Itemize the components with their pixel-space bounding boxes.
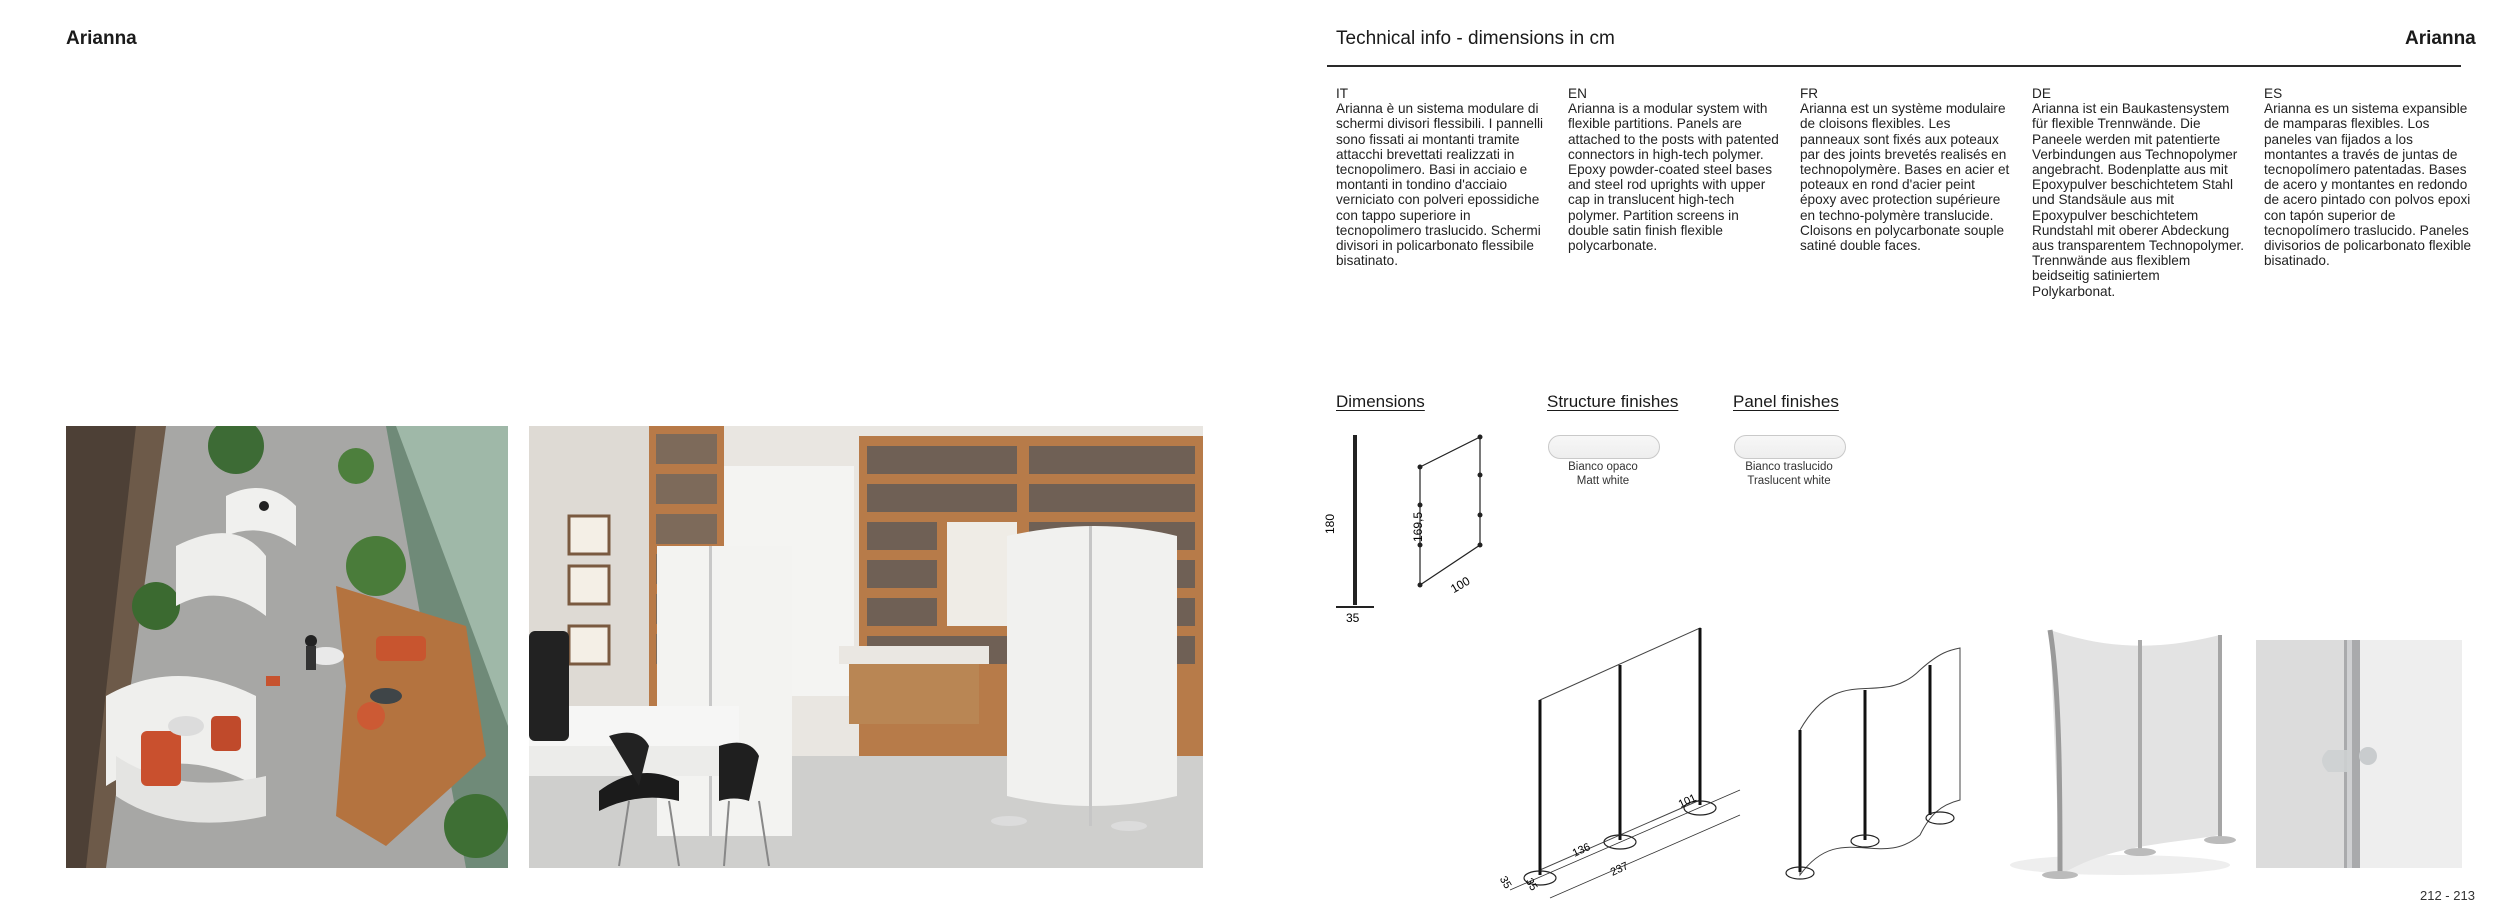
description-column-it	[1336, 86, 1549, 268]
structure-finishes-heading: Structure finishes	[1547, 392, 1679, 411]
total-label: 237	[1608, 860, 1631, 879]
module-label: 101	[1676, 792, 1699, 811]
description-text: Arianna is a modular system with flexible partitions. Panels are attached to the posts with patented connectors in high-tech polymer. Epoxy powder-coated steel bases and steel rod uprights with upper cap in translucent high-tech polymer. Partition screens in double satin finish flexible polycarbonate.	[1568, 101, 1779, 254]
study-office-photo	[529, 426, 1203, 868]
finish-name-en: Matt white	[1576, 475, 1630, 487]
language-code: FR	[1800, 86, 1819, 101]
language-code: IT	[1336, 86, 1349, 101]
panel-finish-label	[1714, 460, 1864, 488]
structure-finish-label	[1528, 460, 1678, 488]
base-width-label: 35	[1346, 611, 1360, 625]
description-column-fr	[1800, 86, 2013, 253]
curved-assembly-drawing	[1780, 640, 1980, 880]
panel-width-label: 100	[1448, 573, 1473, 596]
dimension-drawing	[1320, 425, 1500, 625]
language-code: DE	[2032, 86, 2051, 101]
page-numbers: 212 - 213	[2420, 888, 2475, 903]
description-text: Arianna è un sistema modulare di schermi divisori flessibili. I pannelli sono fissati ai montanti tramite attacchi brevettati realizzati in tecnopolimero. Basi in acciaio e montanti in tondino d'acciaio verniciato con polveri epossidiche con tappo superiore in tecnopolimero traslucido. Schermi divisori in policarbonato flessibile bisatinato.	[1336, 101, 1543, 269]
finish-name-it: Bianco traslucido	[1745, 461, 1833, 473]
left-brand-title: Arianna	[66, 28, 137, 49]
description-column-es	[2264, 86, 2477, 268]
header-divider	[1327, 65, 2461, 67]
panel-finish-swatch	[1734, 435, 1846, 459]
language-code: EN	[1568, 86, 1587, 101]
description-text: Arianna est un système modulaire de cloisons flexibles. Les panneaux sont fixés aux poteaux par des joints brevetés realisés en technopolymère. Bases en acier et poteaux en rond d'acier peint époxy avec protection supérieure en techno-polymère translucide. Cloisons en polycarbonate souple satiné double faces.	[1800, 101, 2010, 254]
language-code: ES	[2264, 86, 2283, 101]
depth-b-label: 35	[1522, 876, 1540, 893]
dimensions-heading: Dimensions	[1336, 392, 1425, 411]
straight-assembly-drawing	[1490, 620, 1760, 900]
curved-partition-photo	[2000, 610, 2240, 880]
post-height-label: 180	[1323, 513, 1337, 534]
finish-name-en: Traslucent white	[1747, 475, 1831, 487]
structure-finish-swatch	[1548, 435, 1660, 459]
atrium-office-photo	[66, 426, 508, 868]
span-label: 136	[1570, 841, 1593, 860]
finish-name-it: Bianco opaco	[1568, 461, 1638, 473]
technical-info-title: Technical info - dimensions in cm	[1336, 28, 1615, 49]
right-brand-title: Arianna	[2405, 28, 2476, 49]
depth-a-label: 35	[1496, 874, 1514, 891]
panel-height-label: 169,5	[1411, 511, 1425, 542]
panel-outline	[1420, 437, 1480, 585]
panel-finishes-heading: Panel finishes	[1733, 392, 1839, 411]
description-column-en	[1568, 86, 1781, 253]
description-text: Arianna es un sistema expansible de mamparas flexibles. Los paneles van fijados a los montantes a través de juntas de tecnopolímero patentadas. Bases de acero y montantes en redondo de acero pintado con polvos epoxi con tapón superior de tecnopolímero traslucido. Paneles divisorios de policarbonato flexible bisatinado.	[2264, 101, 2472, 269]
description-text: Arianna ist ein Baukastensystem für flexible Trennwände. Die Paneele werden mit patentierte Verbindungen aus Technopolymer angebracht. Bodenplatte aus mit Epoxypulver beschichtetem Stahl und Standsäule aus mit Epoxypulver beschichtetem Rundstahl mit oberer Abdeckung aus transparentem Technopolymer. Trennwände aus flexiblem beidseitig satiniertem Polykarbonat.	[2032, 101, 2245, 299]
connector-detail-photo	[2256, 640, 2462, 868]
description-column-de	[2032, 86, 2245, 299]
